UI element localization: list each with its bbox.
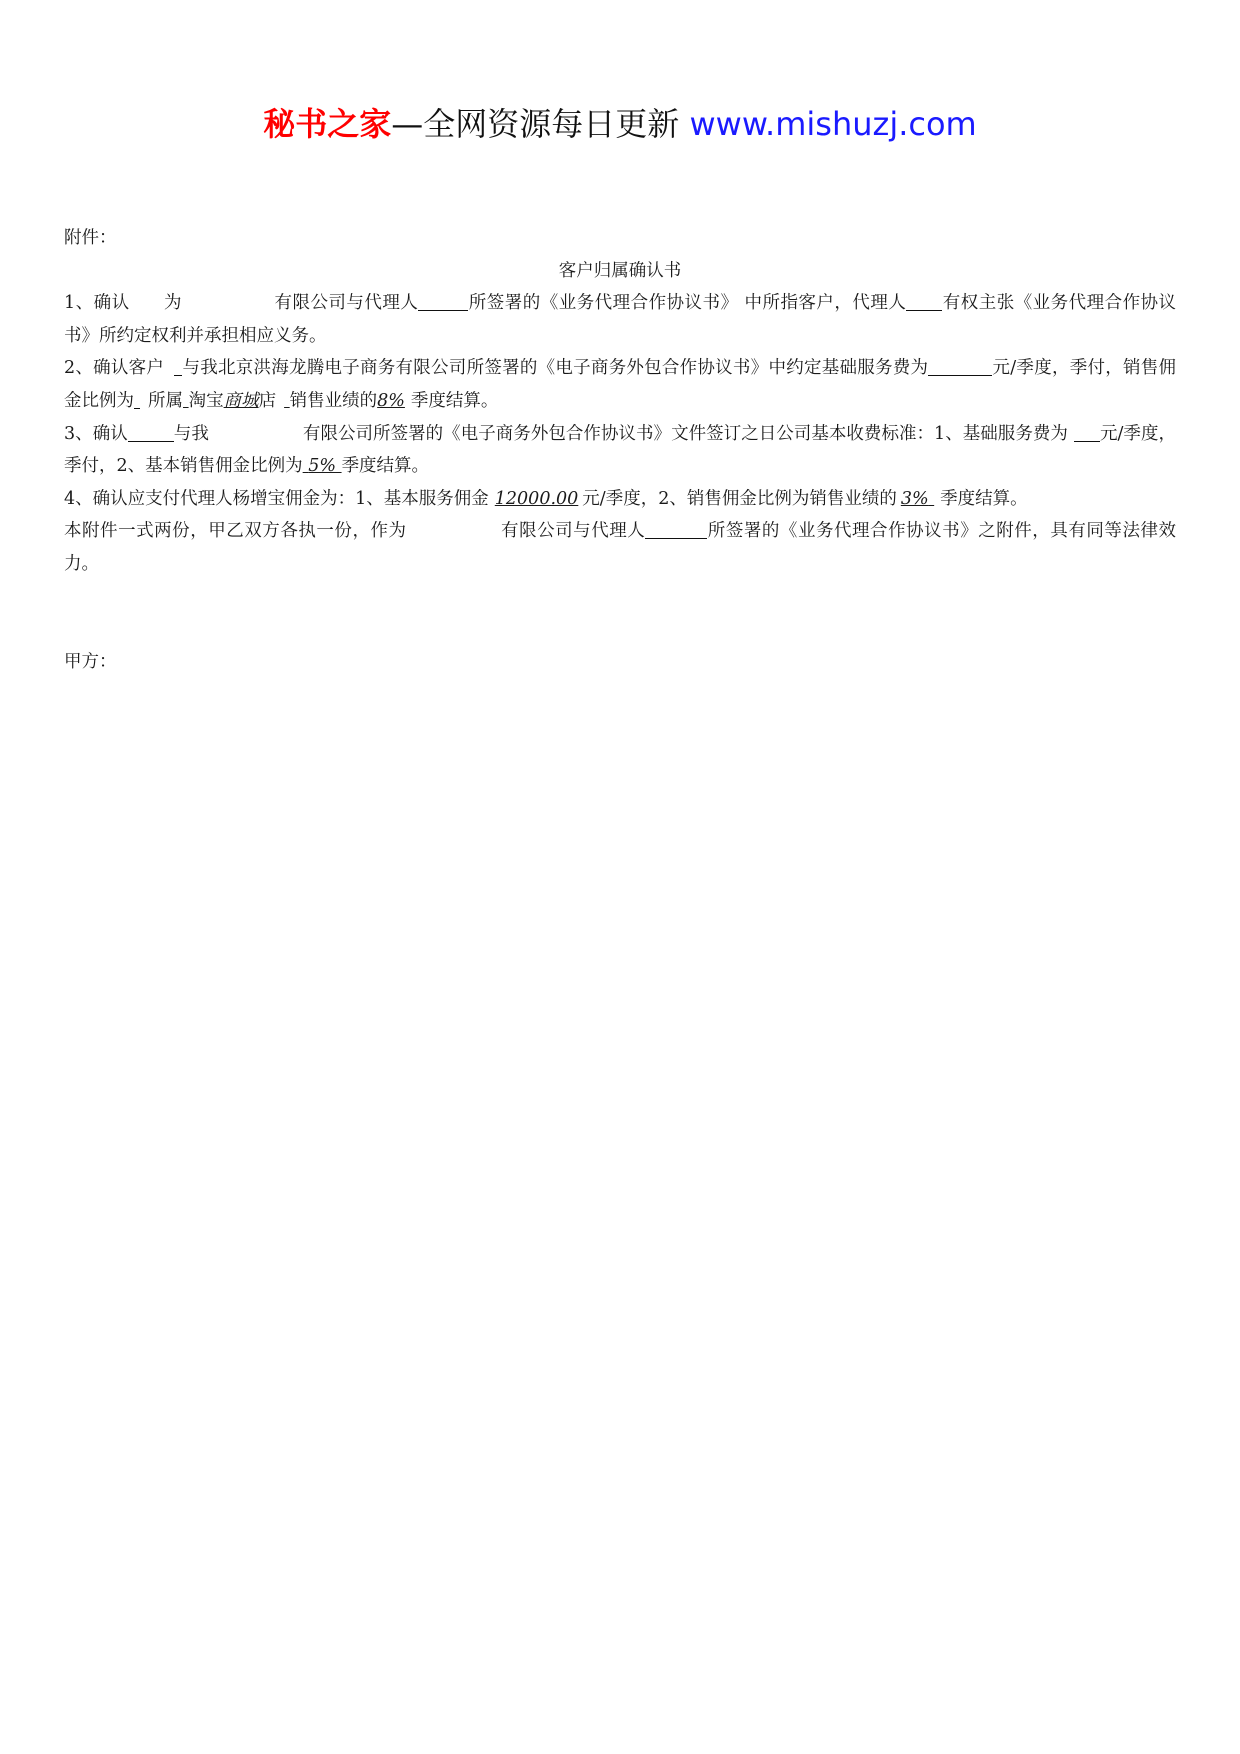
commission-rate-3: 3% <box>900 488 929 509</box>
document-body <box>64 222 1176 678</box>
brand-name: 秘书之家 <box>263 105 392 143</box>
blank-base-fee-3[interactable] <box>1074 423 1100 442</box>
commission-rate-5: 5% <box>308 456 336 477</box>
page-header <box>0 100 1240 148</box>
blank-client-name[interactable] <box>174 358 182 377</box>
clause-2: 2、确认客户 与我北京洪海龙腾电子商务有限公司所签署的《电子商务外包合作协议书》中约定基础服务费为 元/季度，季付，销售佣金比例为 所属 淘宝商城店 销售业绩的8% 季度结算。 <box>64 358 1176 411</box>
commission-rate-8: 8% <box>377 390 405 411</box>
header-tagline: —全网资源每日更新 <box>391 105 680 143</box>
document-title: 客户归属确认书 <box>558 260 682 281</box>
blank-agent-name-closing[interactable] <box>645 521 707 540</box>
blank-agent-name[interactable] <box>418 293 468 312</box>
clause-1: 1、确认 为 有限公司与代理人 所签署的《业务代理合作协议书》 中所指客户，代理人 有权主张《业务代理合作协议书》所约定权利并承担相应义务。 <box>64 293 1177 346</box>
store-type-value: 商城 <box>223 390 259 411</box>
blank-base-fee[interactable] <box>928 358 992 377</box>
blank-agent-name-2[interactable] <box>906 293 942 312</box>
site-url-link[interactable]: www.mishuzj.com <box>689 105 977 143</box>
clause-3: 3、确认 与我 有限公司所签署的《电子商务外包合作协议书》文件签订之日公司基本收费标准：1、基础服务费为 元/季度，季付，2、基本销售佣金比例为 5% 季度结算。 <box>64 423 1176 477</box>
attachment-label: 附件： <box>64 228 117 248</box>
party-a-label: 甲方： <box>64 651 117 672</box>
blank-client-name-3[interactable] <box>128 423 174 442</box>
closing-paragraph: 本附件一式两份，甲乙双方各执一份，作为 有限公司与代理人 所签署的《业务代理合作协议书》之附件，具有同等法律效力。 <box>64 521 1177 574</box>
blank-commission[interactable] <box>134 390 140 409</box>
clause-4: 4、确认应支付代理人杨增宝佣金为：1、基本服务佣金 12000.00 元/季度，2、销售佣金比例为销售业绩的 3% 季度结算。 <box>64 488 1028 509</box>
base-commission-amount: 12000.00 <box>494 488 579 509</box>
